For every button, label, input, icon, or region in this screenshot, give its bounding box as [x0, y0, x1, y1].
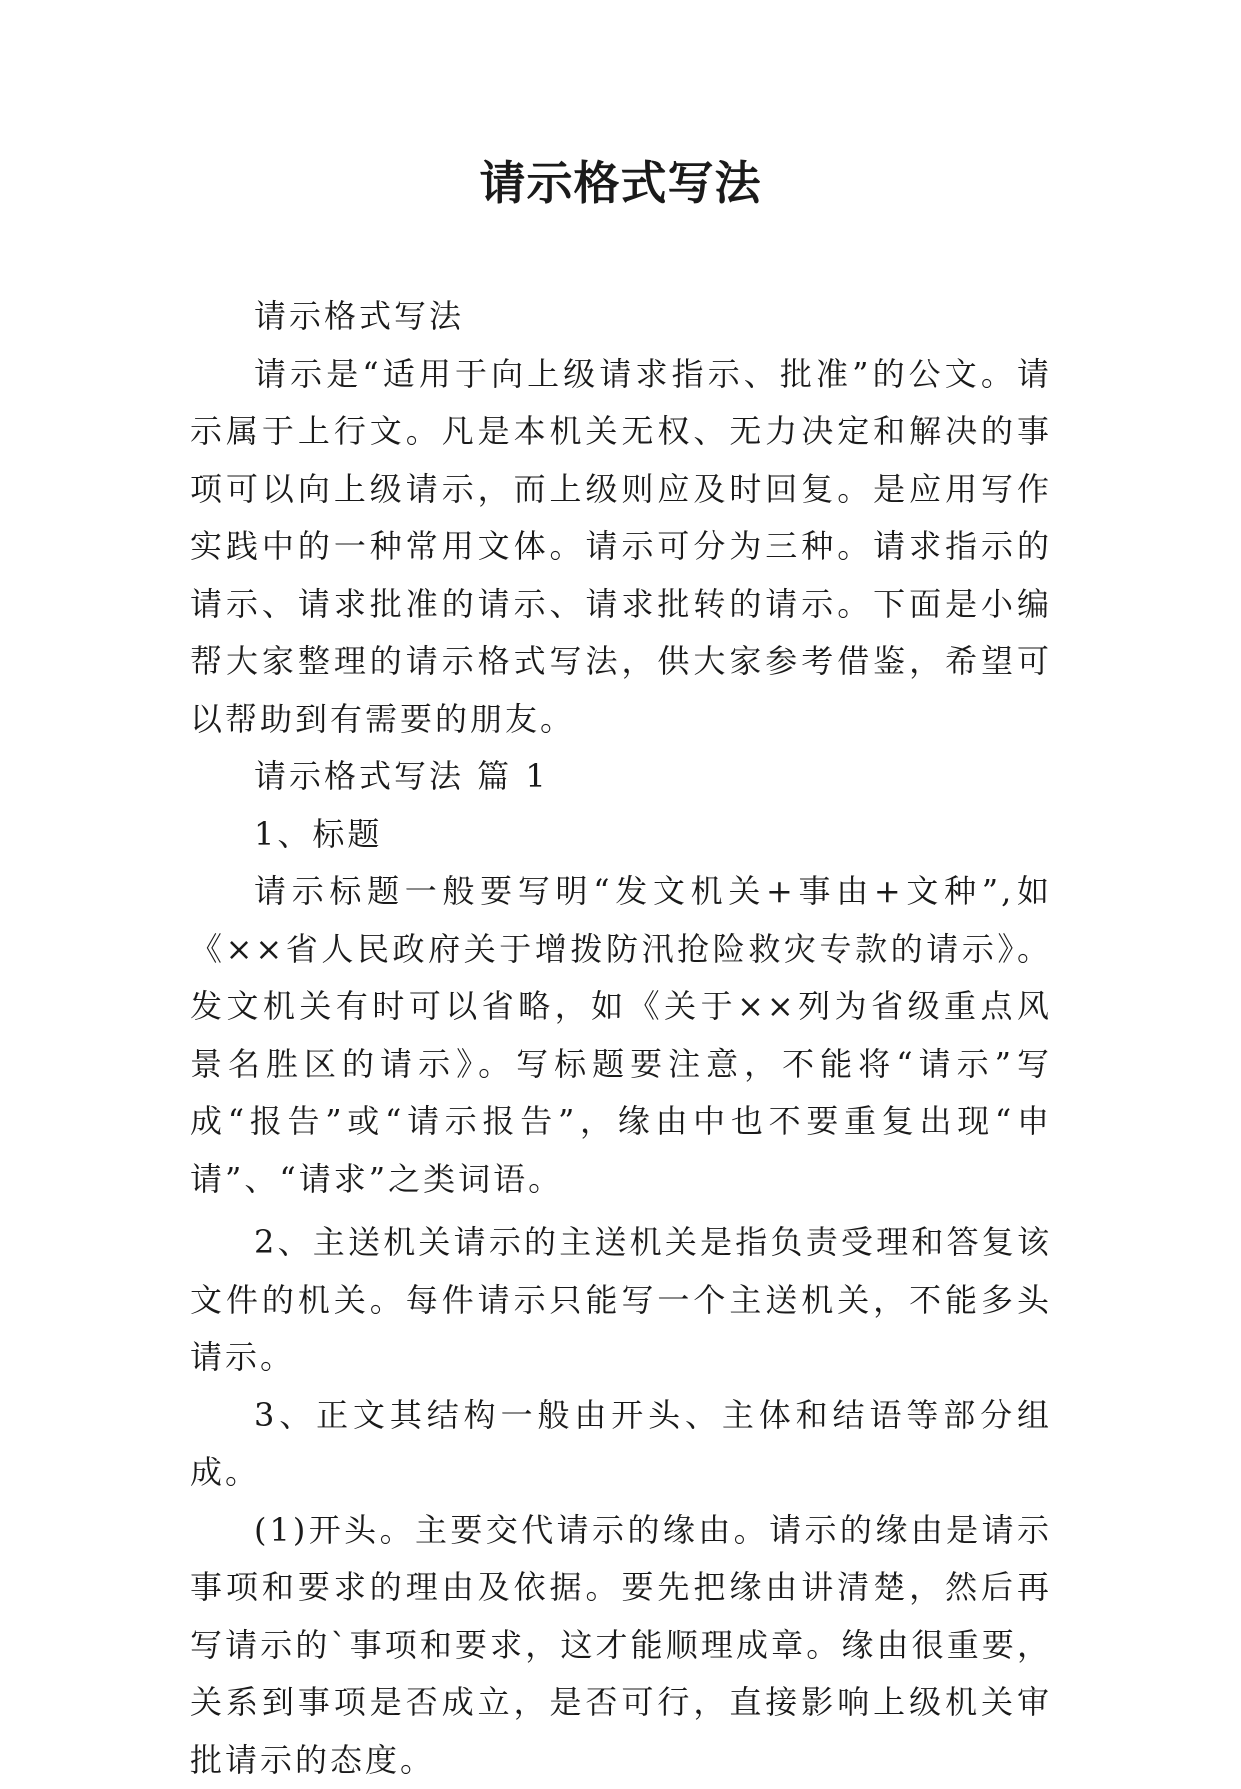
paragraph-title-rules: 请示标题一般要写明“发文机关+事由+文种”,如《××省人民政府关于增拨防汛抢险救灾专款的请示》。发文机关有时可以省略，如《关于××列为省级重点风景名胜区的请示》。写标题要注意，不能将“请示”写成“报告”或“请示报告”，缘由中也不要重复出现“申请”、“请求”之类词语。	[190, 863, 1052, 1208]
document-body	[190, 288, 1052, 1789]
paragraph-intro: 请示是“适用于向上级请求指示、批准”的公文。请示属于上行文。凡是本机关无权、无力决定和解决的事项可以向上级请示，而上级则应及时回复。是应用写作实践中的一种常用文体。请示可分为三种。请求指示的请示、请求批准的请示、请求批转的请示。下面是小编帮大家整理的请示格式写法，供大家参考借鉴，希望可以帮助到有需要的朋友。	[190, 346, 1052, 749]
paragraph-opening: (1)开头。主要交代请示的缘由。请示的缘由是请示事项和要求的理由及依据。要先把缘由讲清楚，然后再写请示的`事项和要求，这才能顺理成章。缘由很重要，关系到事项是否成立，是否可行，直接影响上级机关审批请示的态度。	[190, 1502, 1052, 1789]
paragraph-body-structure: 3、正文其结构一般由开头、主体和结语等部分组成。	[190, 1387, 1052, 1502]
document-title: 请示格式写法	[0, 150, 1241, 216]
paragraph-recipient: 2、主送机关请示的主送机关是指负责受理和答复该文件的机关。每件请示只能写一个主送机关，不能多头请示。	[190, 1214, 1052, 1387]
paragraph-section-title: 请示格式写法 篇 1	[190, 748, 1052, 806]
paragraph-item-title: 1、标题	[190, 806, 1052, 864]
paragraph-heading: 请示格式写法	[190, 288, 1052, 346]
